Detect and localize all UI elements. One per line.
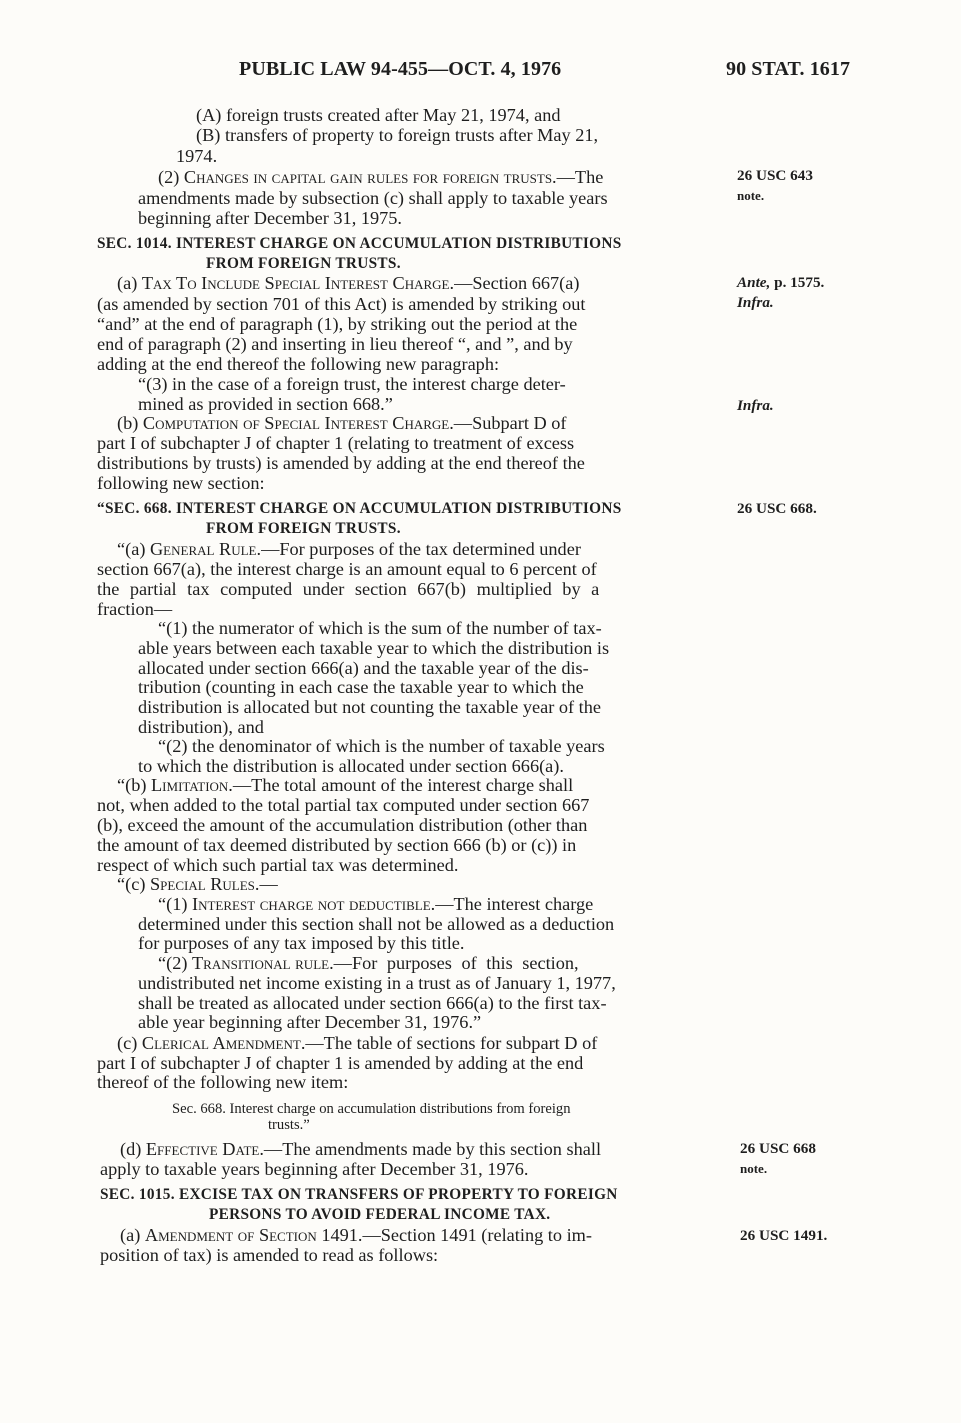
body-line: apply to taxable years beginning after December 31, 1976. xyxy=(100,1159,529,1179)
body-line: for purposes of any tax imposed by this title. xyxy=(138,933,465,953)
body-line: not, when added to the total partial tax computed under section 667 xyxy=(97,795,590,815)
paragraph-heading-line xyxy=(158,168,603,188)
body-line: able year beginning after December 31, 1976.” xyxy=(138,1012,482,1032)
section-heading-line: “SEC. 668. INTEREST CHARGE ON ACCUMULATION DISTRIBUTIONS xyxy=(97,500,622,517)
paragraph-heading: General Rule. xyxy=(149,539,262,559)
paragraph-rest: —For purposes of the tax determined under xyxy=(261,539,581,559)
body-line: part I of subchapter J of chapter 1 (relating to treatment of excess xyxy=(97,433,575,453)
table-item-line: trusts.” xyxy=(268,1117,310,1133)
paragraph-heading: Amendment of Section 1491. xyxy=(144,1225,363,1245)
margin-note-line: 26 USC 668 xyxy=(740,1140,816,1157)
paragraph-rest: —The interest charge xyxy=(435,894,594,914)
paragraph-heading: Tax To Include Special Interest Charge. xyxy=(141,273,455,293)
paragraph-heading: Interest charge not deductible. xyxy=(192,894,436,914)
paragraph-prefix: (c) xyxy=(117,1033,142,1053)
body-line: mined as provided in section 668.” xyxy=(138,394,393,414)
paragraph-heading: Changes in capital gain rules for foreign trusts. xyxy=(183,167,557,187)
section-heading-line: FROM FOREIGN TRUSTS. xyxy=(206,254,401,272)
paragraph-heading-line xyxy=(117,540,581,560)
margin-note-ante-label: Ante, xyxy=(737,274,771,291)
body-line: determined under this section shall not be allowed as a deduction xyxy=(138,914,615,934)
paragraph-heading-line xyxy=(117,875,278,895)
section-heading-line: SEC. 1015. EXCISE TAX ON TRANSFERS OF PROPERTY TO FOREIGN xyxy=(100,1186,618,1203)
body-line: undistributed net income existing in a trust as of January 1, 1977, xyxy=(138,973,616,993)
body-line: distribution is allocated but not counting the taxable year of the xyxy=(138,697,602,717)
paragraph-rest: —Section 1491 (relating to im- xyxy=(362,1225,592,1245)
body-line: (as amended by section 701 of this Act) is amended by striking out xyxy=(97,294,586,314)
margin-note-line: 26 USC 643 xyxy=(737,167,813,184)
paragraph-heading-line xyxy=(120,1140,601,1160)
body-line: adding at the end thereof the following new paragraph: xyxy=(97,354,500,374)
paragraph-rest: —The xyxy=(556,167,604,187)
section-heading-line: PERSONS TO AVOID FEDERAL INCOME TAX. xyxy=(209,1205,551,1223)
margin-note-infra: Infra. xyxy=(737,293,774,311)
body-line: respect of which such partial tax was determined. xyxy=(97,855,459,875)
paragraph-rest: —For purposes of this section, xyxy=(333,953,579,973)
paragraph-rest: —The table of sections for subpart D of xyxy=(305,1033,598,1053)
body-line: to which the distribution is allocated under section 666(a). xyxy=(138,756,564,776)
margin-note-26usc668: 26 USC 668. xyxy=(737,500,817,517)
body-line: distributions by trusts) is amended by adding at the end thereof the xyxy=(97,453,585,473)
paragraph-heading-line xyxy=(117,274,579,294)
margin-note-line: note. xyxy=(737,187,765,203)
body-line: part I of subchapter J of chapter 1 is amended by adding at the end xyxy=(97,1053,584,1073)
margin-note-26usc643 xyxy=(737,166,813,206)
page-header-left: PUBLIC LAW 94-455—OCT. 4, 1976 xyxy=(239,58,562,80)
paragraph-rest: — xyxy=(259,874,278,894)
paragraph-heading-line xyxy=(117,1034,597,1054)
paragraph-rest: —The amendments made by this section shall xyxy=(263,1139,602,1159)
paragraph-heading-line xyxy=(158,895,593,915)
paragraph-rest: —The total amount of the interest charge shall xyxy=(232,775,574,795)
body-line: amendments made by subsection (c) shall apply to taxable years xyxy=(138,188,608,208)
margin-note-infra-2 xyxy=(737,396,774,416)
paragraph-heading-line xyxy=(117,776,573,796)
body-line: the amount of tax deemed distributed by section 666 (b) or (c)) in xyxy=(97,835,577,855)
page-header-right: 90 STAT. 1617 xyxy=(726,58,851,80)
paragraph-prefix: (d) xyxy=(120,1139,146,1159)
body-line: “(3) in the case of a foreign trust, the interest charge deter- xyxy=(138,374,566,394)
body-line: following new section: xyxy=(97,473,265,493)
paragraph-heading: Limitation. xyxy=(151,775,233,795)
paragraph-prefix: (b) xyxy=(117,413,143,433)
section-heading-line: SEC. 1014. INTEREST CHARGE ON ACCUMULATION DISTRIBUTIONS xyxy=(97,235,622,252)
body-line: 1974. xyxy=(176,146,218,166)
margin-note-infra: Infra. xyxy=(737,397,774,414)
table-item-line: Sec. 668. Interest charge on accumulation distributions from foreign xyxy=(172,1101,571,1117)
body-line: position of tax) is amended to read as follows: xyxy=(100,1245,439,1265)
paragraph-heading: Effective Date. xyxy=(145,1139,264,1159)
body-line: (b), exceed the amount of the accumulation distribution (other than xyxy=(97,815,588,835)
paragraph-rest: —Subpart D of xyxy=(453,413,567,433)
section-heading-668 xyxy=(97,499,622,539)
margin-note-26usc1491: 26 USC 1491. xyxy=(740,1227,828,1244)
body-line: beginning after December 31, 1975. xyxy=(138,208,402,228)
paragraph-prefix: (a) xyxy=(117,273,142,293)
paragraph-prefix: “(1) xyxy=(158,894,193,914)
body-line: shall be treated as allocated under section 666(a) to the first tax- xyxy=(138,993,607,1013)
paragraph-heading: Computation of Special Interest Charge. xyxy=(142,413,454,433)
paragraph-heading: Clerical Amendment. xyxy=(141,1033,306,1053)
margin-note-26usc668-note xyxy=(740,1139,816,1179)
margin-note-ante-page: p. 1575. xyxy=(770,274,825,291)
paragraph-rest: —Section 667(a) xyxy=(454,273,580,293)
body-line: tribution (counting in each case the taxable year to which the xyxy=(138,677,584,697)
paragraph-prefix: (a) xyxy=(120,1225,145,1245)
section-heading-line: FROM FOREIGN TRUSTS. xyxy=(206,519,401,537)
paragraph-heading-line xyxy=(120,1226,592,1246)
section-heading-1014 xyxy=(97,234,622,274)
paragraph-heading-line xyxy=(117,414,567,434)
paragraph-heading: Transitional rule. xyxy=(192,953,334,973)
body-line: thereof of the following new item: xyxy=(97,1072,349,1092)
paragraph-prefix: (2) xyxy=(158,167,184,187)
paragraph-prefix: “(2) xyxy=(158,953,193,973)
body-line: able years between each taxable year to which the distribution is xyxy=(138,638,610,658)
paragraph-prefix: “(c) xyxy=(117,874,150,894)
body-line: allocated under section 666(a) and the taxable year of the dis- xyxy=(138,658,589,678)
body-line: distribution), and xyxy=(138,717,264,737)
body-line: end of paragraph (2) and inserting in lieu thereof “, and ”, and by xyxy=(97,334,573,354)
margin-note-ante xyxy=(737,273,824,313)
paragraph-prefix: “(b) xyxy=(117,775,152,795)
margin-note-line: note. xyxy=(740,1160,768,1176)
paragraph-prefix: “(a) xyxy=(117,539,150,559)
body-line: “and” at the end of paragraph (1), by striking out the period at the xyxy=(97,314,578,334)
body-line: “(2) the denominator of which is the number of taxable years xyxy=(158,736,605,756)
body-line: (B) transfers of property to foreign trusts after May 21, xyxy=(196,125,599,145)
paragraph-heading-line xyxy=(158,954,579,974)
body-line: section 667(a), the interest charge is an amount equal to 6 percent of xyxy=(97,559,597,579)
body-line: fraction— xyxy=(97,599,173,619)
paragraph-heading: Special Rules. xyxy=(149,874,260,894)
body-line: the partial tax computed under section 667(b) multiplied by a xyxy=(97,579,600,599)
body-line: “(1) the numerator of which is the sum of the number of tax- xyxy=(158,618,602,638)
section-heading-1015 xyxy=(100,1185,618,1225)
body-line: (A) foreign trusts created after May 21, 1974, and xyxy=(196,105,561,125)
